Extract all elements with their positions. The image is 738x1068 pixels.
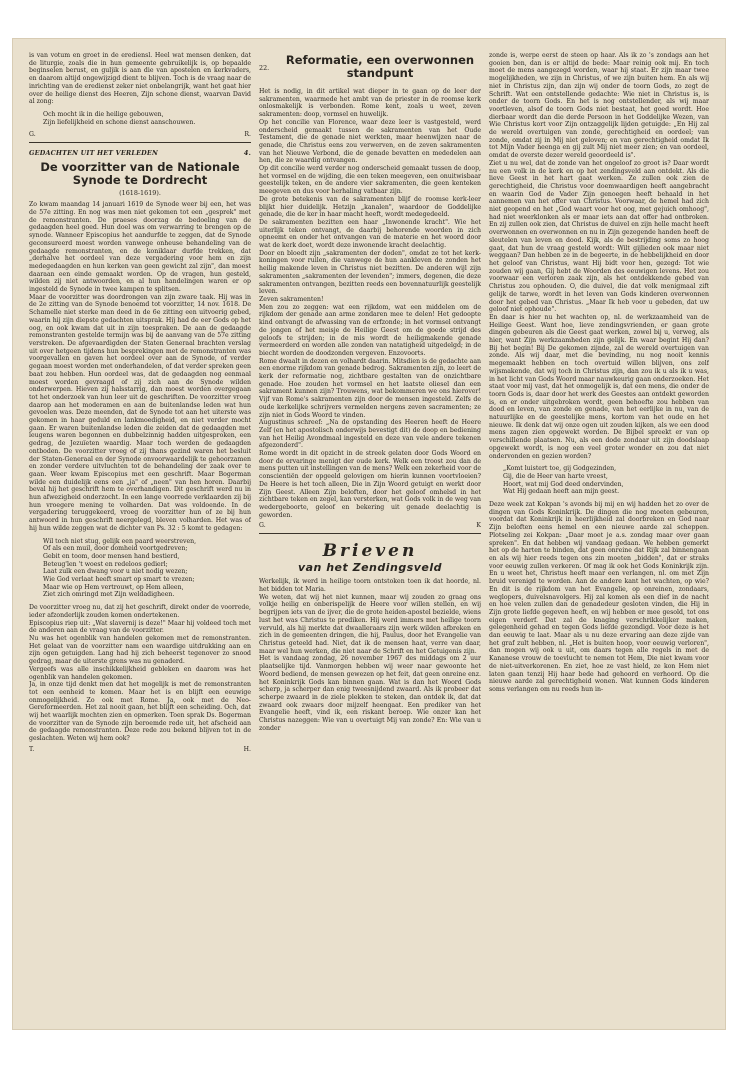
kicker-number: 4. xyxy=(243,149,251,158)
verse-quote xyxy=(503,465,709,496)
divider xyxy=(259,533,481,534)
paragraph: Door en bloedt zijn „sakramenten der doden", omdat ze tot het kerk-koningen voor ruilen, die vanwege de hun aankleven de zonden het heilig makende leven in Christus niet bezitten. De anderen wijl zijn sakramenten „sakramenten der levenden"; immers, degenen, die deze sakramenten ontvangen, bezitten reeds een bovennatuurlijk geestelijk leven. xyxy=(259,249,481,296)
column-right xyxy=(489,52,709,1016)
title-line: Reformatie, een overwonnen xyxy=(285,53,475,67)
verse-line: Wat Hij gedaan heeft aan mijn geest. xyxy=(503,488,620,496)
article-number: 22. xyxy=(259,64,270,72)
kicker-title: GEDACHTEN UIT HET VERLEDEN xyxy=(29,149,159,158)
paragraph: zonde is, werpe eerst de steen op haar. Als ik zo 's zondags aan het gooien ben, dan is er altijd de bede: Maar reinig ook mij. En toch moet de mens aangezegd worden, waar hij staat. Er zijn maar twee mogelijkheden, we zijn in Christus, of we zijn buiten hem. En als wij niet in Christus zijn, dan zijn wij onder de toorn Gods, zo zegt de Schrift. Wat een ontstellende gedachte: Wie niet in Christus is, is onder de toorn Gods. En het is nog ontstellender, als wij maar voortleven, alsof de toorn Gods niet bestaat, het goed wordt. Hoe dierbaar wordt dan die derde Persoon in het Goddelijke Wezen, van Wie Christus kort voor Zijn ontzaggelijk lijden getuigde: „En Hij zal de wereld overtuigen van zonde, gerechtigheid en oordeel; van zonde, omdat zij in Mij niet geloven; en van gerechtigheid omdat Ik tot Mijn Vader heenga en gij zult Mij niet meer zien; en van oordeel, omdat de overste dezer wereld geoordeeld is". xyxy=(489,52,709,160)
signature-left: G. xyxy=(259,522,266,530)
paragraph: Deze week zat Kokpan 's avonds bij mij en wij hadden het zo over de dingen van Gods Koninkrijk. De dingen die nog moeten gebeuren, voordat dat Koninkrijk in heerlijkheid zal doorbreken en God naar Zijn beloften eens hemel en een nieuwe aarde zal scheppen. Plotseling zei Kokpan: „Daar moet je a.s. zondag maar over gaan spreken". En dat hebben wij vandaag gedaan. We hebben gemerkt het op de harten te binden, dat geen onreine dat Rijk zal binnengaan en als wij hier reeds tegen ons zin moeten „bidden", dat er straks voor eeuwig zullen verkeren. Of mag ik ook het Gods Koninkrijk zijn. En u weet het, Christus heeft maar een verlangen, nl. om met Zijn bruid verenigd te worden. Aan de andere kant het wachten, op wie? En dit is de rijkdom van het Evangelie, op onreinen, zondaars, weglopers, duivelsnavolgers. Hij zal komen als een dief in de nacht en hoe velen zullen dan de genadedeur gesloten vinden, die Hij in Zijn grote liefde gegeven heeft, en wij hebben er mee gesold, tot ons eigen verderf. Dat zal de knaging verschrikkelijker maken, gelegenheid gehad en tegen Gods liefde gezondigd. Voor deze is het dan eeuwig te laat. Maar als u nu deze ervaring aan deze zijde van het graf zult hebben, nl. „Het is buiten hoop, voor eeuwig verloren", dan mogen wij ook u uit, om daars tegen alle regels in met de Kananese vrouw de toevlucht te nemen tot Hem, Die niet kwam voor de niet-uitverkorenen. En ziet, hoe ze vast hield, ze kon Hem niet laten gaan tenzij Hij haar bede had gehoord en verhoord. Op die nieuwe aarde zal gerechtigheid wonen. Wat kunnen Gods kinderen soms verlangen om nu reeds hun in- xyxy=(489,501,709,693)
signature-right: H. xyxy=(243,745,251,753)
article-dates: (1618-1619). xyxy=(119,189,161,198)
verse-line: Zijn liefelijkheid en schone dienst aanschouwen. xyxy=(43,118,196,126)
newspaper-page xyxy=(12,38,726,1030)
signature-left: G. xyxy=(29,131,36,139)
section-subtitle: van het Zendingsveld xyxy=(297,561,443,575)
paragraph: Ja, in onze tijd denkt men dat het mogelijk is met de remonstranten tot een eenheid te komen. Maar het is en blijft een eeuwige onmogelijkheid. Zo ook met Rome. Ja, ook met de Neo-Gereformeerden. Het zal nooit gaan, het blijft een scheiding. Och, dat wij het waarlijk mochten zien en opmerken. Toen sprak Ds. Bogerman de voorzitter van de Synode zijn beroemde rede uit, het afscheid aan de gedaagde remonstranten. Deze rede zou bekend blijven tot in de geslachten. Weten wij hem ook? xyxy=(29,681,251,743)
paragraph: Maar de voorzitter was doordrongen van zijn zware taak. Hij was in de 2e zitting van de Synode benoemd tot voorzitter, 14 nov. 1618. De Schamelle niet sterke man deed in de 6e zitting een uitvoerig gebed, waarin hij zijn diepste gedachten uitsprak. Hij had de eer Gods op het oog, en ook kwam dat uit in zijn toespraken. De aan de gedaagde remonstranten gestelde termijn was bij de aanvang van de 57e zitting verstreken. De afgevaardigden der Staten Generaal brachten verslag uit over hetgeen tijdens hun besprekingen met de remonstranten was voorgevallen en gaven het oordeel over aan de Synode, of verder gegaan moest worden met onderhandelen, of dat verder spreken geen baat zou hebben. Hun oordeel was, dat de gedaagden nog eenmaal moest worden gevraagd of zij zich aan de Synode wilden onderwerpen. Hieven zij halsstarrig, dan moest worden overgegaan tot het onderzoek van hun leer uit de geschriften. De voorzitter vroeg daarop aan het moderamen en aan de buitenlandse leden wat hun gevoelen was. Deze meenden, dat de Synode tot aan het uiterste was gekomen in haar geduld en lankmoedigheid, en niet verder mocht gaan. Er waren buitenlandse leden die zeiden dat de gedaagden met leugens waren begonnen en dubbelzinnig hadden uitgesproken, een gedrag, de Jezuïeten waardig. Maar toch werden de gedaagden ontboden. De voorzitter vroeg of zij thans gezind waren het besluit der Staten-Generaal en der Synode onvoorwaardelijk te gehoorzamen en zonder verdere uitvluchten tot de behandeling der zaak over te gaan. Weer kwam Episcopius met een geschrift. Maar Bogerman wilde een duidelijk eens een „ja" of „neen" van hen horen. Daarbij beval hij het geschrift hem te overhandigen. Dit geschrift werd nu in hun afwezigheid onderzocht. In een lange voorrede verklaarden zij bij hun vroegere mening te volharden. Dat was voldoende. In de vergadering teruggekeerd, vroeg de voorzitter hun of ze bij hun antwoord in hun geschrift neergelegd, bleven volharden. Het was of hij hun wilde zeggen wat de dichter van Ps. 32 : 5 komt te gedagen: xyxy=(29,293,251,532)
poem-line: Ziet zich omringd met Zijn weldadigheen. xyxy=(43,591,175,599)
paragraph: We weten, dat wij het niet kunnen, maar wij zouden zo graag ons volkje heilig en onberispelijk de Heere voor willen stellen, en wij begrijpen iets van de ijver, die de grote heiden-apostel bezielde, wiens lust het was Christus te prediken. Hij werd immers met heilige toorn vervuld, als hij merkte dat dwaalleraars zijn werk wilden afbreken en zich in de gemeenten dringen, die hij, Paulus, door het Evangelie van Christus geteeld had. Niet, dat ik de mensen haat, verre van daar, maar wel hun werken, die niet naar de Schrift en het Getuigenis zijn. xyxy=(259,593,481,655)
paragraph: Vergeefs was alle inschikkelijkheid gebleken en daarom was het ogenblik van handelen gekomen. xyxy=(29,665,251,681)
paragraph: Op het concilie van Florence, waar deze leer is vastgesteld, werd onderscheid gemaakt tussen de sakramenten van het Oude Testament, die de genade niet werkten, maar heenwijzen naar de genade, die Christus eens zou verwerven, en de zeven sakramenten van het Nieuwe Verbond, die de genade bevatten en mededelen aan hen, die ze waardig ontvangen. xyxy=(259,118,481,165)
paragraph: Episcopius riep uit: „Wat slavernij is deze!" Maar hij voldeed toch met de anderen aan de vraag van de voorzitter. xyxy=(29,619,251,635)
title-line: De voorzitter van de Nationale xyxy=(40,160,240,175)
poem-line: Wie God verlaat heeft smart op smart te vrezen; xyxy=(43,576,195,584)
article-intro: is van votum en groet in de erediensl. Heel wat mensen denken, dat de liturgie, zoals die in hun gemeente gebruikelijk is, op bepaalde beginselen berust, en guljik is aan die van apostelen en kerkvaders, en daarom altijd ongewijzigd dient te blijven. Toch is de vraag naar de inrichting van de eredienst zeker niet onbelangrijk, want het gaat hier over de heilige dienst des Heeren, Zijn schone dienst, waarvan David al zong: xyxy=(29,52,251,106)
paragraph: Werkelijk, ik werd in heilige toorn ontstoken toen ik dat hoorde, nl. het bidden tot Maria. xyxy=(259,578,481,594)
signature-right: R. xyxy=(244,131,251,139)
article-title xyxy=(279,54,481,80)
verse-quote xyxy=(43,111,251,126)
paragraph: Het is nodig, in dit artikel wat dieper in te gaan op de leer der sakramenten, waarmede het ambt van de priester in de roomse kerk onlosmakelijk is verbonden. Rome kent, zoals u weet, zeven sakramenten: doop, vormsel en huwelijk. xyxy=(259,88,481,119)
section-heading xyxy=(259,542,481,574)
column-middle xyxy=(259,52,481,1016)
paragraph: De grote betekenis van de sakramenten blijf de roomse kerk-leer blijkt hier duidelijk. Hetzijn „kanalen", waardoor de Goddelijke genade, die de ker in haar macht heeft, wordt medegedeeld. xyxy=(259,195,481,219)
paragraph: De sakramenten bezitten een haar „Inwonende kracht". Wie het uiterlijk teken ontvangt, de daarbij behorende woorden in zich opneemt en onder het ontvangen van de materie en het woord door wat de kerk doet, wordt deze inwonende kracht deelachtig. xyxy=(259,218,481,250)
column-left xyxy=(29,52,251,1016)
poem-line: Gebit en toom, door mensen hand bestierd, xyxy=(43,552,180,560)
signature xyxy=(29,131,251,139)
poem-line: Beteug'len 't woest en redeloos gedierl; xyxy=(43,560,168,568)
divider xyxy=(29,142,251,143)
paragraph: Zo kwam maandag 14 januari 1619 de Synode weer bij een, het was de 57e zitting. En nog was men niet gekomen tot een „gesprek" met de remonstranten. De praeses doorzag de bedoeling van de gedaagden heel goed. Hun doel was om verwarring te brengen op de synode. Wanneer Episcopius het aandurfde te zeggen, dat de Synode geconsureerd moest worden vanwege onheuse behandeling van de gedaagde remonstranten, en de koniklaar durfde trekken, dat „derhalve het oordeel van deze vergadering voor hem en zijn medegedaagden en hun kerken van geen gewicht zal zijn", dan moest daaraan een einde gemaakt worden. Op de vragen, hun gesteld, wilden zij niet antwoorden, en al hun handelingen waren er op ingesteld de Synode in twee kampen te splitsen. xyxy=(29,201,251,294)
paragraph: En daar is hier nu het wachten op, nl. de werkzaamheid van de Heilige Geest. Want hoe, lieve zendingsvrienden, er gaan grote dingen gebeuren als die Geest gaat werken, zowel bij u, verweg, als hier, want Zijn werkzaamheden zijn gelijk. En waar begint Hij dan? Bij het begin! Bij De gekomen zijnde, zal de wereld overtuigen van zonde. Als wij daar, met die bevinding, nu nog nooit kennis megemaakt hebben en toch overtuid willen blijven, ons zelf wijsmakende, dat wij toch in Christus zijn, dan zou ik u als ik u was, in het licht van Gods Woord maar nauwkeurig gaan onderzoeken. Het staat voor mij vast, dat het onmogelijk is, dat een mens, die onder de toorn Gods is, daar door het werk des Geestes aan ontdekt geworden is, en er onder uitgebroken wordt, geen behoefte zou hebben van dood en leven, van zonde en genade, van het eerlijke in nu, van de natuurlijke en de geestelijke mens, kortom van het oude en het nieuwe. Ik denk dat wij onze ogen uit zouden kijken, als we een dood mens zagen zien opgewekt worden. De Bijbel spreekt er van op verschillende plaatsen. Nu, als een dode zondaar uit zijn doodslaap opgewekt wordt, is nog een veel groter wonder en zou dat niet ondervonden en gezien worden? xyxy=(489,313,709,460)
section-title: Brieven xyxy=(322,541,418,562)
signature xyxy=(29,746,251,754)
paragraph: Op dit concilie werd verder nog onderscheid gemaakt tussen de doop, het vormsel en de wijding, die een teken meegeven, een onuitwisbaar geestelijk teken, en de andere vier sakramenten, die geen kenteken meegeven en dus voor herhaling vatbaar zijn. xyxy=(259,165,481,196)
article-title xyxy=(29,161,251,187)
signature-left: T. xyxy=(29,745,35,753)
poem-line: Maar wie op Hem vertrouwt, op Hem alleen, xyxy=(43,583,184,591)
signature-right: K xyxy=(476,522,481,530)
psalm-verse xyxy=(43,538,251,600)
paragraph: Nu was het ogenblik van handelen gekomen met de remonstranten. Het gelaat van de voorzitter nam een waardige uitdrukking aan en zijn ogen getuigden. Lang had hij zich beheerst tegenover zo snood gedrag, maar de uiterste grens was nu genaderd. xyxy=(29,635,251,666)
paragraph: Ziet u nu wel, dat de zonde van het ongeloof zo groot is? Daar wordt nu een volk in de kerk en op het zendingsveld aan ontdekt. Als die lieve Geest in het hart gaat werken. Ze zullen ook zien de gerechtigheid, die Christus voor doemwaardigen heeft aangebracht en waarin God de Vader Zijn genoegen heeft behaald in het aannemen van het offer van Christus. Voorwaar, de hemel had zich niet geopend en het „God waart voor het oog, met gejuich omhoog", had niet weerklonken als er maar iets aan dat offer had ontbroken. En zij zullen ook zien, dat Christus de duivel en zijn helle macht heeft overwonnen en overwonnen en nu in Zijn gezegende handen heeft de sleutelen van leven en dood. Kijk, als de bestrijding soms zo hoog gaat, dat hun de vraag gesteld wordt: Wilt gijlieden ook maar niet weggaan? Dan hebben ze in de begeerte, in de hebbelijkheid en door het geloof van Christus, want Hij bidt voor hen, gezegd: Tot wie zouden wij gaan, Gij hebt de Woorden des eeuwigen levens. Het zou voorwaar een verloren zaak zijn, als het ontdekkende gebed van Christus zou ophouden. O, die duivel, die dat volk menigmaal zift gelijk de tarwe, wordt in het leven van Gods kinderen overwonnen door het gebed van Christus. „Maar Ik heb voor u gebeden, dat uw geloof niet ophoude". xyxy=(489,159,709,314)
title-line: Synode te Dordrecht xyxy=(72,173,208,188)
verse-line: Gij, die de Heer van harte vreest, xyxy=(503,472,608,480)
article-header xyxy=(259,52,481,82)
verse-line: „Komt luistert toe, gij Godgezinden, xyxy=(503,465,617,473)
paragraph: Men zou zo zeggen: wat een rijkdom, wat een middelen om de rijkdom der genade aan arme zondaren mee te delen! Het gedoopte kind ontvangt de afwassing van de erfzonde; in het vormsel ontvangt de jongen of het meisje de Heilige Geest om de goede strijd des geloofs te strijden; in de mis wordt de heiligmakende genade vermeerderd en worden alle zonden van natatigheid uitgedelgd; in de biecht worden de doodzonden vergeven. Enzovoorts. xyxy=(259,303,481,357)
poem-line: Of als een muil, door domheid voortgedreven; xyxy=(43,545,188,553)
paragraph: De voorzitter vroeg nu, dat zij het geschrift, direkt onder de voorrede, ieder afzonderlijk zouden komen ondertekenen. xyxy=(29,604,251,619)
poem-line: Wil toch niet stug, gelijk een paard weerstreven, xyxy=(43,537,197,545)
paragraph: Rome dwaalt in dezen en volhardt daarin. Mitsdien is de gedachte aan een enorme rijkdom van genade bedrog. Sakramenten zijn, zo leert de kerk der reformatie nog, zichtbare gestalten van de onzichtbare genade. Hoe zouden het vormsel en het laatste oliesel dan een sakrament kunnen zijn? Trouwens, wat bekommeren we ons hierover! Vijf van Rome's sakramenten zijn door de mensen ingesteld. Zelfs de oude kerkelijke schrijvers vermelden nergens zeven sacramenten; ze zijn niet in Gods Woord te vinden. xyxy=(259,357,481,419)
paragraph: Rome wordt in dit opzicht in de streek gelaten door Gods Woord en door de ervaringe menigt der oude kerk. Welk een troost zou dan de mens putten uit instellingen van de mens? Welk een zekerheid voor de conscientiën der opgeeld gelovigen om hierin kunnen voortvloeien? De Heere is het toch alleen, Die in Zijn Woord getuigt en werkt door Zijn Geest. Alleen Zijn beloften, door het geloof omhelsd in het zichtbare teken en zegel, kan versterken, wat Gods volk in de weg van wedergeboorte, geloof en bekering uit genade deelachtig is geworden. xyxy=(259,450,481,519)
title-line: standpunt xyxy=(346,66,414,80)
signature xyxy=(259,522,481,530)
verse-line: Och mocht ik in die heilige gebouwen, xyxy=(43,110,164,118)
paragraph: Augustinus schreef: „Na de opstanding des Heeren heeft de Heere Zelf (en het apostolisch onderwijs bevestigt dit) de doop en bediening van het Heilig Avondmaal ingesteld en deze van vele andere tekenen afgezonderd". xyxy=(259,419,481,450)
section-kicker xyxy=(29,149,251,157)
poem-line: Laat zulk een dwang voor u niet nodig wezen; xyxy=(43,568,188,576)
paragraph: Zeven sakramenten! xyxy=(259,295,324,303)
verse-line: Hoort, wat mij God deed ondervinden, xyxy=(503,480,624,488)
paragraph: Het is vandaag zondag, 26 november 1967 des middags om 2 uur plaatselijke tijd. Vanmorgen hebben wij weer naar gewoonte het Woord bediend, de mensen gewezen op het feit, dat geen onreine enz. het Koninkrijk Gods kan binnen gaan. Wat is dan het Woord Gods scherp, ja scherper dan enig tweesnijdend zwaard. Als ik probeer dat scherpe zwaard in de ziele plekken te steken, dan ontdek ik, dat dat zwaard ook zwaars door mijzelf heengaat. Een prediker van het Evangelie heeft, vind ik, een riskant beroep. Wie onzer kan het Christus nazeggen: Wie van u overtuigt Mij van zonde? En: Wie van u zonder xyxy=(259,655,481,732)
